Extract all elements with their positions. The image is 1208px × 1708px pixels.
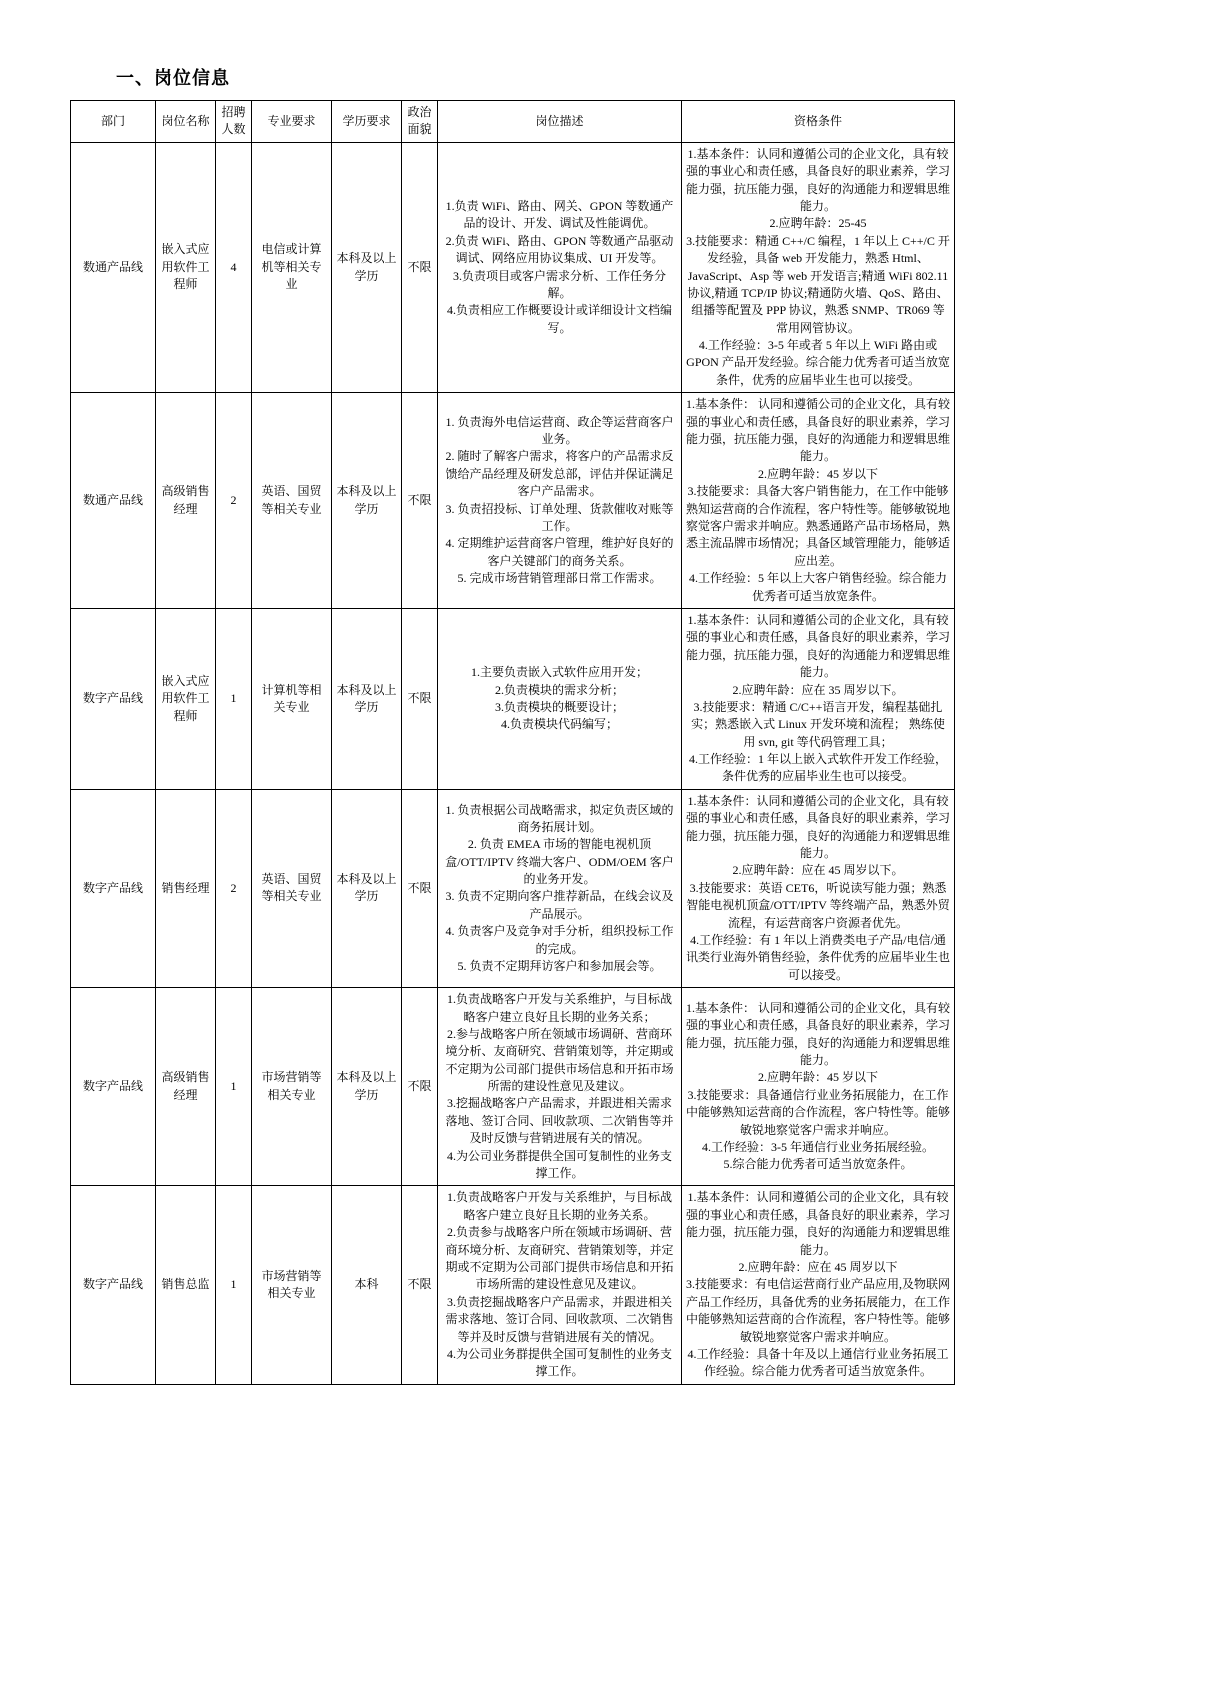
cell-dept: 数字产品线: [71, 608, 156, 789]
cell-qualifications: 1.基本条件：认同和遵循公司的企业文化，具有较强的事业心和责任感，具备良好的职业素养，学习能力强，抗压能力强，良好的沟通能力和逻辑思维能力。 2.应聘年龄：应在 45 周岁以下 3.技能要求：有电信运营商行业产品应用,及物联网产品工作经历，具备优秀的业务拓展能力，在工作中能够熟知运营商的合作流程，客户特性等。能够敏锐地察觉客户需求并响应。 4.工作经验：具备十年及以上通信行业业务拓展工作经验。综合能力优秀者可适当放宽条件。: [682, 1186, 955, 1384]
cell-major: 电信或计算机等相关专业: [252, 142, 332, 392]
header-position: 岗位名称: [156, 101, 216, 143]
cell-position: 高级销售经理: [156, 988, 216, 1186]
cell-dept: 数字产品线: [71, 1186, 156, 1384]
header-dept: 部门: [71, 101, 156, 143]
cell-education: 本科: [332, 1186, 402, 1384]
table-row: [71, 789, 955, 987]
cell-education: 本科及以上学历: [332, 142, 402, 392]
cell-political: 不限: [402, 142, 438, 392]
cell-education: 本科及以上学历: [332, 988, 402, 1186]
cell-political: 不限: [402, 789, 438, 987]
cell-dept: 数字产品线: [71, 789, 156, 987]
cell-headcount: 2: [216, 789, 252, 987]
cell-political: 不限: [402, 1186, 438, 1384]
cell-political: 不限: [402, 988, 438, 1186]
table-row: [71, 1186, 955, 1384]
cell-headcount: 1: [216, 608, 252, 789]
cell-description: 1. 负责海外电信运营商、政企等运营商客户业务。 2. 随时了解客户需求，将客户的产品需求反馈给产品经理及研发总部，评估并保证满足客户产品需求。 3. 负责招投标、订单处理、货款催收对账等工作。 4. 定期维护运营商客户管理，维护好良好的客户关键部门的商务关系。 5. 完成市场营销管理部日常工作需求。: [438, 393, 682, 609]
header-political: 政治面貌: [402, 101, 438, 143]
table-row: [71, 988, 955, 1186]
cell-major: 英语、国贸等相关专业: [252, 393, 332, 609]
cell-position: 嵌入式应用软件工程师: [156, 142, 216, 392]
cell-qualifications: 1.基本条件： 认同和遵循公司的企业文化，具有较强的事业心和责任感，具备良好的职业素养，学习能力强，抗压能力强，良好的沟通能力和逻辑思维能力。 2.应聘年龄：45 岁以下 3.技能要求：具备通信行业业务拓展能力，在工作中能够熟知运营商的合作流程，客户特性等。能够敏锐地察觉客户需求并响应。 4.工作经验：3-5 年通信行业业务拓展经验。 5.综合能力优秀者可适当放宽条件。: [682, 988, 955, 1186]
cell-description: 1.主要负责嵌入式软件应用开发； 2.负责模块的需求分析； 3.负责模块的概要设计； 4.负责模块代码编写；: [438, 608, 682, 789]
cell-major: 计算机等相关专业: [252, 608, 332, 789]
cell-qualifications: 1.基本条件：认同和遵循公司的企业文化，具有较强的事业心和责任感，具备良好的职业素养，学习能力强，抗压能力强，良好的沟通能力和逻辑思维能力。 2.应聘年龄：25-45 3.技能要求：精通 C++/C 编程，1 年以上 C++/C 开发经验，具备 web 开发能力，熟悉 Html、JavaScript、Asp 等 web 开发语言;精通 WiFi 802.11 协议,精通 TCP/IP 协议;精通防火墙、QoS、路由、组播等配置及 PPP 协议，熟悉 SNMP、TR069 等常用网管协议。 4.工作经验：3-5 年或者 5 年以上 WiFi 路由或 GPON 产品开发经验。综合能力优秀者可适当放宽条件，优秀的应届毕业生也可以接受。: [682, 142, 955, 392]
cell-dept: 数通产品线: [71, 393, 156, 609]
table-row: [71, 608, 955, 789]
cell-major: 英语、国贸等相关专业: [252, 789, 332, 987]
cell-position: 销售经理: [156, 789, 216, 987]
table-row: [71, 142, 955, 392]
cell-description: 1.负责战略客户开发与关系维护，与目标战略客户建立良好且长期的业务关系。 2.负责参与战略客户所在领域市场调研、营商环境分析、友商研究、营销策划等，并定期或不定期为公司部门提供市场信息和开拓市场所需的建设性意见及建议。 3.负责挖掘战略客户产品需求，并跟进相关需求落地、签订合同、回收款项、二次销售等并及时反馈与营销进展有关的情况。 4.为公司业务群提供全国可复制性的业务支撑工作。: [438, 1186, 682, 1384]
cell-description: 1. 负责根据公司战略需求，拟定负责区域的商务拓展计划。 2. 负责 EMEA 市场的智能电视机顶盒/OTT/IPTV 终端大客户、ODM/OEM 客户的业务开发。 3. 负责不定期向客户推荐新品，在线会议及产品展示。 4. 负责客户及竞争对手分析，组织投标工作的完成。 5. 负责不定期拜访客户和参加展会等。: [438, 789, 682, 987]
cell-headcount: 4: [216, 142, 252, 392]
cell-qualifications: 1.基本条件：认同和遵循公司的企业文化，具有较强的事业心和责任感，具备良好的职业素养，学习能力强，抗压能力强，良好的沟通能力和逻辑思维能力。 2.应聘年龄：应在 45 周岁以下。 3.技能要求：英语 CET6，听说读写能力强；熟悉智能电视机顶盒/OTT/IPTV 等终端产品，熟悉外贸流程，有运营商客户资源者优先。 4.工作经验：有 1 年以上消费类电子产品/电信/通讯类行业海外销售经验，条件优秀的应届毕业生也可以接受。: [682, 789, 955, 987]
jobs-table: [70, 100, 955, 1385]
cell-position: 高级销售经理: [156, 393, 216, 609]
cell-headcount: 1: [216, 1186, 252, 1384]
cell-position: 嵌入式应用软件工程师: [156, 608, 216, 789]
cell-political: 不限: [402, 608, 438, 789]
header-major: 专业要求: [252, 101, 332, 143]
cell-qualifications: 1.基本条件： 认同和遵循公司的企业文化，具有较强的事业心和责任感，具备良好的职业素养，学习能力强，抗压能力强，良好的沟通能力和逻辑思维能力。 2.应聘年龄：45 岁以下 3.技能要求：具备大客户销售能力，在工作中能够熟知运营商的合作流程，客户特性等。能够敏锐地察觉客户需求并响应。熟悉通路产品市场格局，熟悉主流品牌市场情况；具备区域管理能力，能够适应出差。 4.工作经验：5 年以上大客户销售经验。综合能力优秀者可适当放宽条件。: [682, 393, 955, 609]
cell-headcount: 2: [216, 393, 252, 609]
header-headcount: 招聘人数: [216, 101, 252, 143]
cell-description: 1.负责战略客户开发与关系维护，与目标战略客户建立良好且长期的业务关系； 2.参与战略客户所在领域市场调研、营商环境分析、友商研究、营销策划等，并定期或不定期为公司部门提供市场信息和开拓市场所需的建设性意见及建议。 3.挖掘战略客户产品需求，并跟进相关需求落地、签订合同、回收款项、二次销售等并及时反馈与营销进展有关的情况。 4.为公司业务群提供全国可复制性的业务支撑工作。: [438, 988, 682, 1186]
cell-political: 不限: [402, 393, 438, 609]
cell-description: 1.负责 WiFi、路由、网关、GPON 等数通产品的设计、开发、调试及性能调优。 2.负责 WiFi、路由、GPON 等数通产品驱动调试、网络应用协议集成、UI 开发等。 3.负责项目或客户需求分析、工作任务分解。 4.负责相应工作概要设计或详细设计文档编写。: [438, 142, 682, 392]
cell-position: 销售总监: [156, 1186, 216, 1384]
cell-education: 本科及以上学历: [332, 608, 402, 789]
page-title: 一、岗位信息: [116, 68, 230, 88]
cell-major: 市场营销等相关专业: [252, 1186, 332, 1384]
table-row: [71, 393, 955, 609]
cell-education: 本科及以上学历: [332, 789, 402, 987]
header-description: 岗位描述: [438, 101, 682, 143]
cell-dept: 数字产品线: [71, 988, 156, 1186]
cell-headcount: 1: [216, 988, 252, 1186]
header-qualifications: 资格条件: [682, 101, 955, 143]
header-row: [71, 101, 955, 143]
cell-dept: 数通产品线: [71, 142, 156, 392]
cell-qualifications: 1.基本条件：认同和遵循公司的企业文化，具有较强的事业心和责任感，具备良好的职业素养，学习能力强，抗压能力强，良好的沟通能力和逻辑思维能力。 2.应聘年龄：应在 35 周岁以下。 3.技能要求：精通 C/C++语言开发，编程基础扎实；熟悉嵌入式 Linux 开发环境和流程； 熟练使用 svn, git 等代码管理工具； 4.工作经验：1 年以上嵌入式软件开发工作经验，条件优秀的应届毕业生也可以接受。: [682, 608, 955, 789]
cell-major: 市场营销等相关专业: [252, 988, 332, 1186]
cell-education: 本科及以上学历: [332, 393, 402, 609]
header-education: 学历要求: [332, 101, 402, 143]
